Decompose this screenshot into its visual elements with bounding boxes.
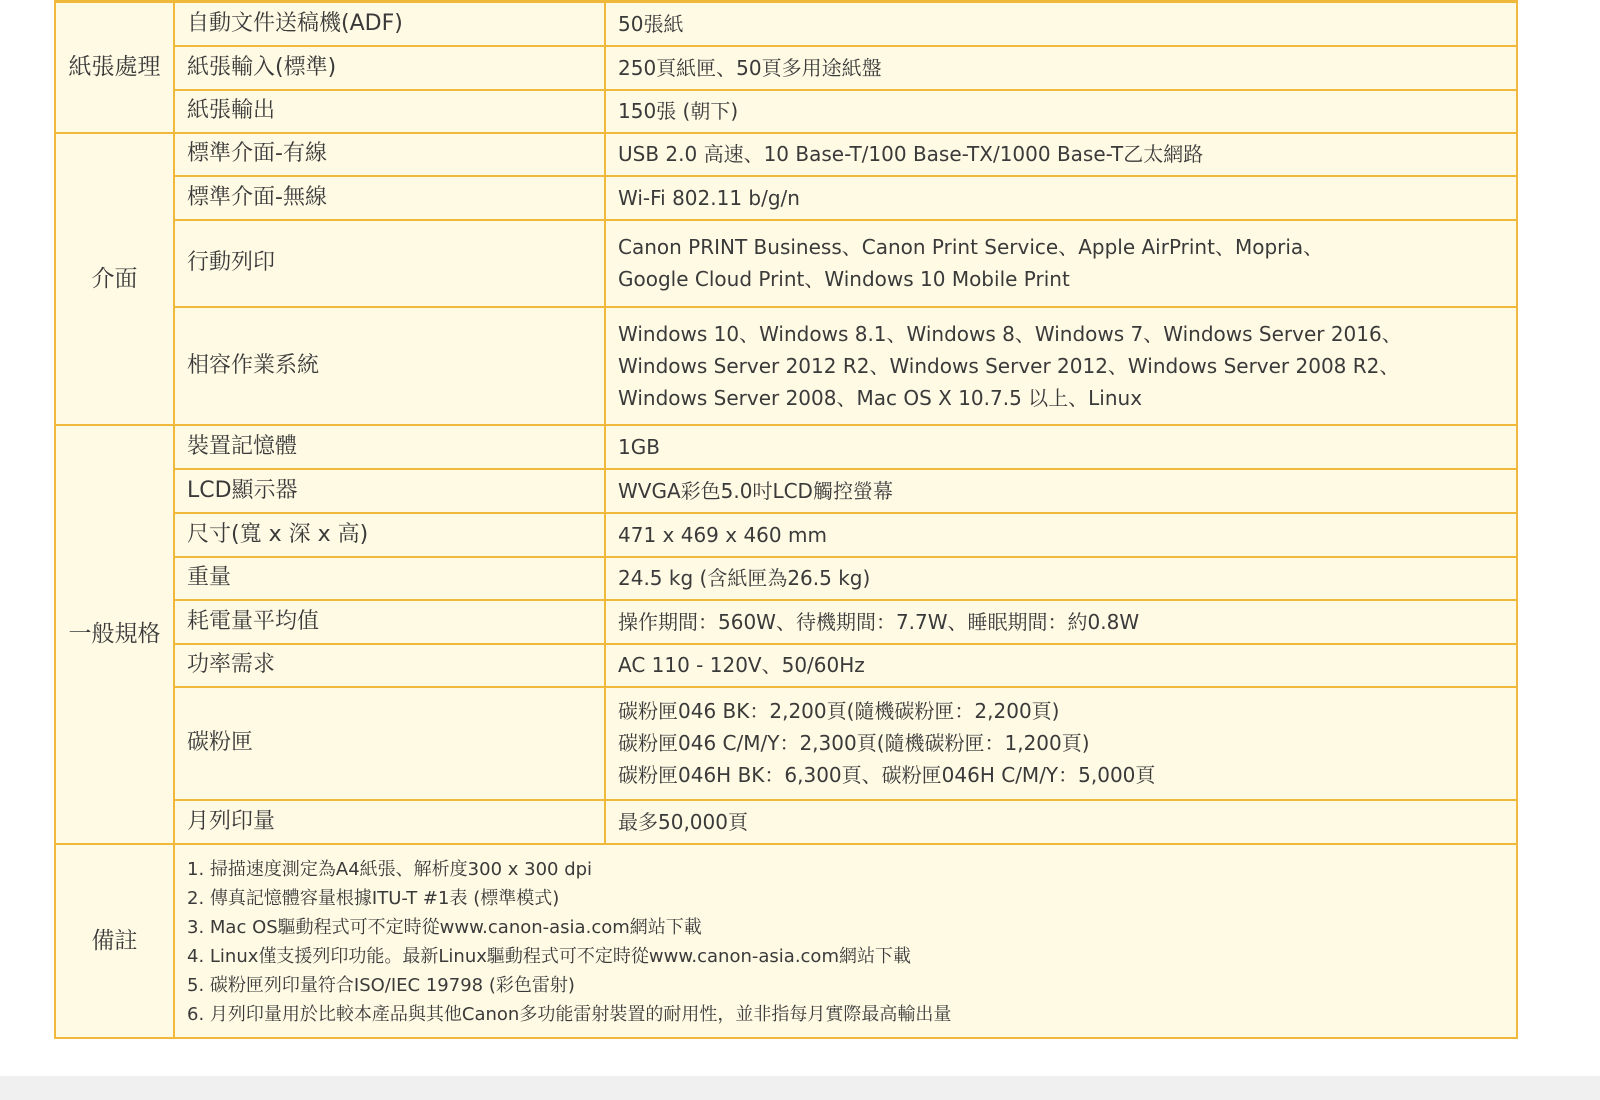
spec-value: Windows 10、Windows 8.1、Windows 8、Windows 7、Windows Server 2016、 Windows Server 2012 R2、Windows Server 2012、Windows Server 2008 R2、 Windows Server 2008、Mac OS X 10.7.5 以上、Linux [605,307,1517,425]
note-item: 3. Mac OS驅動程式可不定時從www.canon-asia.com網站下載 [187,916,702,938]
spec-value: WVGA彩色5.0吋LCD觸控螢幕 [605,469,1517,513]
spec-value: Canon PRINT Business、Canon Print Service、Apple AirPrint、Mopria、 Google Cloud Print、Windows 10 Mobile Print [605,220,1517,307]
spec-value: 1GB [605,425,1517,469]
table-row [55,133,1517,176]
table-row [55,844,1517,1038]
spec-table [54,0,1518,1039]
spec-value: 150張 (朝下) [605,90,1517,133]
group-label-paper: 紙張處理 [55,2,174,133]
table-row [55,600,1517,644]
spec-value: 471 x 469 x 460 mm [605,513,1517,557]
note-item: 2. 傳真記憶體容量根據ITU-T #1表 (標準模式) [187,887,560,909]
spec-label: 紙張輸出 [174,90,605,133]
table-row [55,469,1517,513]
group-label-notes: 備註 [55,844,174,1038]
note-item: 6. 月列印量用於比較本產品與其他Canon多功能雷射裝置的耐用性，並非指每月實際最高輸出量 [187,1003,952,1025]
spec-label: 裝置記憶體 [174,425,605,469]
group-label-interface: 介面 [55,133,174,425]
spec-label: 行動列印 [174,220,605,307]
note-item: 5. 碳粉匣列印量符合ISO/IEC 19798 (彩色雷射) [187,974,575,996]
table-row [55,46,1517,90]
note-item: 1. 掃描速度測定為A4紙張、解析度300 x 300 dpi [187,858,593,880]
table-row [55,644,1517,687]
table-row [55,220,1517,307]
spec-label: 重量 [174,557,605,600]
spec-label: 耗電量平均值 [174,600,605,644]
note-item: 4. Linux僅支援列印功能。最新Linux驅動程式可不定時從www.canon-asia.com網站下載 [187,945,911,967]
group-label-general: 一般規格 [55,425,174,844]
spec-value: 最多50,000頁 [605,800,1517,844]
table-row [55,2,1517,46]
spec-label: 標準介面-無線 [174,176,605,220]
table-row [55,557,1517,600]
spec-value: 250頁紙匣、50頁多用途紙盤 [605,46,1517,90]
spec-value: 操作期間：560W、待機期間：7.7W、睡眠期間：約0.8W [605,600,1517,644]
spec-label: 月列印量 [174,800,605,844]
spec-value: 50張紙 [605,2,1517,46]
spec-value: AC 110 - 120V、50/60Hz [605,644,1517,687]
spec-value: 24.5 kg (含紙匣為26.5 kg) [605,557,1517,600]
spec-label: LCD顯示器 [174,469,605,513]
notes-list [174,844,1517,1038]
spec-value: Wi-Fi 802.11 b/g/n [605,176,1517,220]
table-row [55,307,1517,425]
spec-value: USB 2.0 高速、10 Base-T/100 Base-TX/1000 Base-T乙太網路 [605,133,1517,176]
spec-label: 尺寸(寬 x 深 x 高) [174,513,605,557]
spec-label: 紙張輸入(標準) [174,46,605,90]
spec-label: 相容作業系統 [174,307,605,425]
table-row [55,800,1517,844]
table-row [55,176,1517,220]
spec-label: 自動文件送稿機(ADF) [174,2,605,46]
table-row [55,90,1517,133]
table-row [55,513,1517,557]
spec-label: 功率需求 [174,644,605,687]
table-row [55,687,1517,800]
spec-value: 碳粉匣046 BK：2,200頁(隨機碳粉匣：2,200頁) 碳粉匣046 C/M/Y：2,300頁(隨機碳粉匣：1,200頁) 碳粉匣046H BK：6,300頁、碳粉匣046H C/M/Y：5,000頁 [605,687,1517,800]
spec-label: 碳粉匣 [174,687,605,800]
page-bottom-divider [0,1076,1600,1100]
table-row [55,425,1517,469]
spec-label: 標準介面-有線 [174,133,605,176]
